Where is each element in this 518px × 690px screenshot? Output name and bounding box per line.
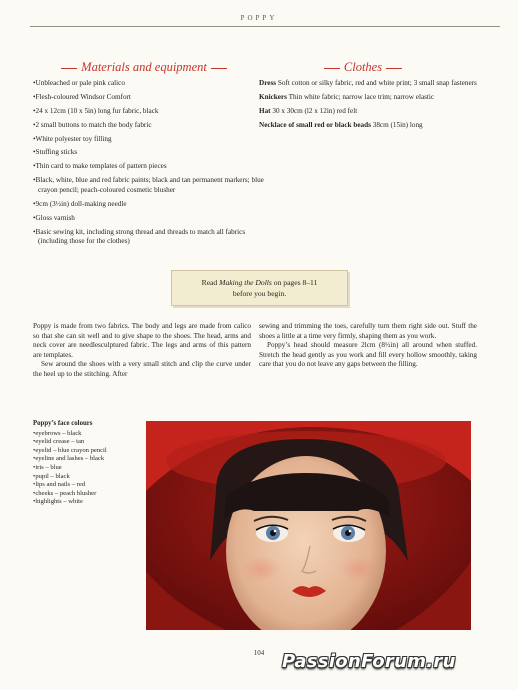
body-paragraph: Sew around the shoes with a very small stitch and clip the curve under the heel up to the stitching. After bbox=[33, 360, 251, 378]
materials-item: • Flesh-coloured Windsor Comfort bbox=[33, 93, 265, 103]
left-cheek bbox=[241, 556, 281, 582]
clothes-item-label: Dress bbox=[259, 79, 277, 87]
body-paragraph: sewing and trimming the toes, carefully turn them right side out. Stuff the shoes a little at a time very firmly, shaping them as you work. bbox=[259, 322, 477, 340]
face-colour-item: • cheeks – peach blusher bbox=[33, 490, 143, 499]
materials-item: • 2 small buttons to match the body fabric bbox=[33, 121, 265, 131]
materials-item: • Black, white, blue and red fabric paints; black and tan permanent markers; blue crayon pencil; peach-coloured cosmetic blusher bbox=[33, 176, 265, 195]
face-colour-item: • eyelid – blue crayon pencil bbox=[33, 447, 143, 456]
face-colour-item: • eyeline and lashes – black bbox=[33, 455, 143, 464]
page-number: 104 bbox=[253, 649, 265, 657]
read-box-book-title: Making the Dolls bbox=[219, 278, 272, 287]
face-colour-item: • iris – blue bbox=[33, 464, 143, 473]
materials-list bbox=[33, 79, 265, 251]
face-colour-item: • highlights – white bbox=[33, 498, 143, 507]
read-box-pre: Read bbox=[201, 278, 220, 287]
face-colour-item: • eyelid crease – tan bbox=[33, 438, 143, 447]
face-colour-item: • lips and nails – red bbox=[33, 481, 143, 490]
body-column-right bbox=[259, 322, 477, 370]
materials-item: • White polyester toy filling bbox=[33, 135, 265, 145]
clothes-item-text: 38cm (15in) long bbox=[372, 120, 423, 129]
face-colours-title: Poppy’s face colours bbox=[33, 420, 93, 427]
clothes-item-text: 30 x 30cm (l2 x 12in) red felt bbox=[272, 106, 358, 115]
face-colour-item: • eyebrows – black bbox=[33, 430, 143, 439]
materials-item: • Stuffing sticks bbox=[33, 148, 265, 158]
doll-face-photo bbox=[146, 421, 471, 630]
materials-title bbox=[32, 60, 256, 75]
clothes-item bbox=[259, 93, 477, 103]
body-paragraph: Poppy is made from two fabrics. The body and legs are made from calico so that she can sit well and to give shape to the shoes. The head, arms and neck cover are needlesculptured fabric. The legs and arms of this pattern are templates. bbox=[33, 322, 251, 359]
face-colour-item: • pupil – black bbox=[33, 473, 143, 482]
clothes-item-label: Hat bbox=[259, 106, 271, 115]
read-box-line2: before you begin. bbox=[232, 289, 287, 298]
materials-item: • Thin card to make templates of pattern pieces bbox=[33, 162, 265, 172]
clothes-item bbox=[259, 121, 477, 131]
right-cheek bbox=[340, 556, 380, 582]
clothes-item-text: Thin white fabric; narrow lace trim; narrow elastic bbox=[288, 92, 435, 101]
title-ornament-right bbox=[386, 68, 402, 69]
clothes-item-label: Knickers bbox=[259, 92, 287, 101]
right-highlight bbox=[349, 530, 352, 533]
doll-face-illustration bbox=[146, 421, 471, 630]
clothes-list bbox=[259, 79, 477, 135]
materials-item: • 24 x 12cm (10 x 5in) long fur fabric, black bbox=[33, 107, 265, 117]
read-first-box bbox=[171, 270, 348, 306]
materials-item: • 9cm (3½in) doll-making needle bbox=[33, 200, 265, 210]
clothes-title-text: Clothes bbox=[343, 60, 383, 74]
materials-title-text: Materials and equipment bbox=[81, 60, 207, 74]
read-box-post: on pages 8–11 bbox=[271, 278, 318, 287]
title-ornament-left bbox=[324, 68, 340, 69]
clothes-item bbox=[259, 107, 477, 117]
materials-item: • Unbleached or pale pink calico bbox=[33, 79, 265, 89]
clothes-item-label: Necklace of small red or black beads bbox=[259, 120, 371, 129]
left-highlight bbox=[274, 530, 277, 533]
clothes-title bbox=[258, 60, 468, 75]
header-rule bbox=[30, 26, 500, 27]
body-column-left bbox=[33, 322, 251, 380]
body-paragraph: Poppy’s head should measure 2lcm (8½in) all around when stuffed. Stretch the head gently as you work and fill every hollow smoothly, taking care that you do not leave any gaps between the filling. bbox=[259, 341, 477, 369]
watermark: PassionForum.ru bbox=[282, 651, 456, 672]
running-head: POPPY bbox=[240, 14, 278, 22]
clothes-item-text: Soft cotton or silky fabric, red and white print; 3 small snap fasteners bbox=[277, 79, 477, 87]
clothes-item bbox=[259, 79, 477, 89]
face-colours-list bbox=[33, 420, 143, 507]
title-ornament-left bbox=[61, 68, 77, 69]
materials-item: • Basic sewing kit, including strong thread and threads to match all fabrics (including those for the clothes) bbox=[33, 228, 265, 247]
title-ornament-right bbox=[211, 68, 227, 69]
materials-item: • Gloss varnish bbox=[33, 214, 265, 224]
